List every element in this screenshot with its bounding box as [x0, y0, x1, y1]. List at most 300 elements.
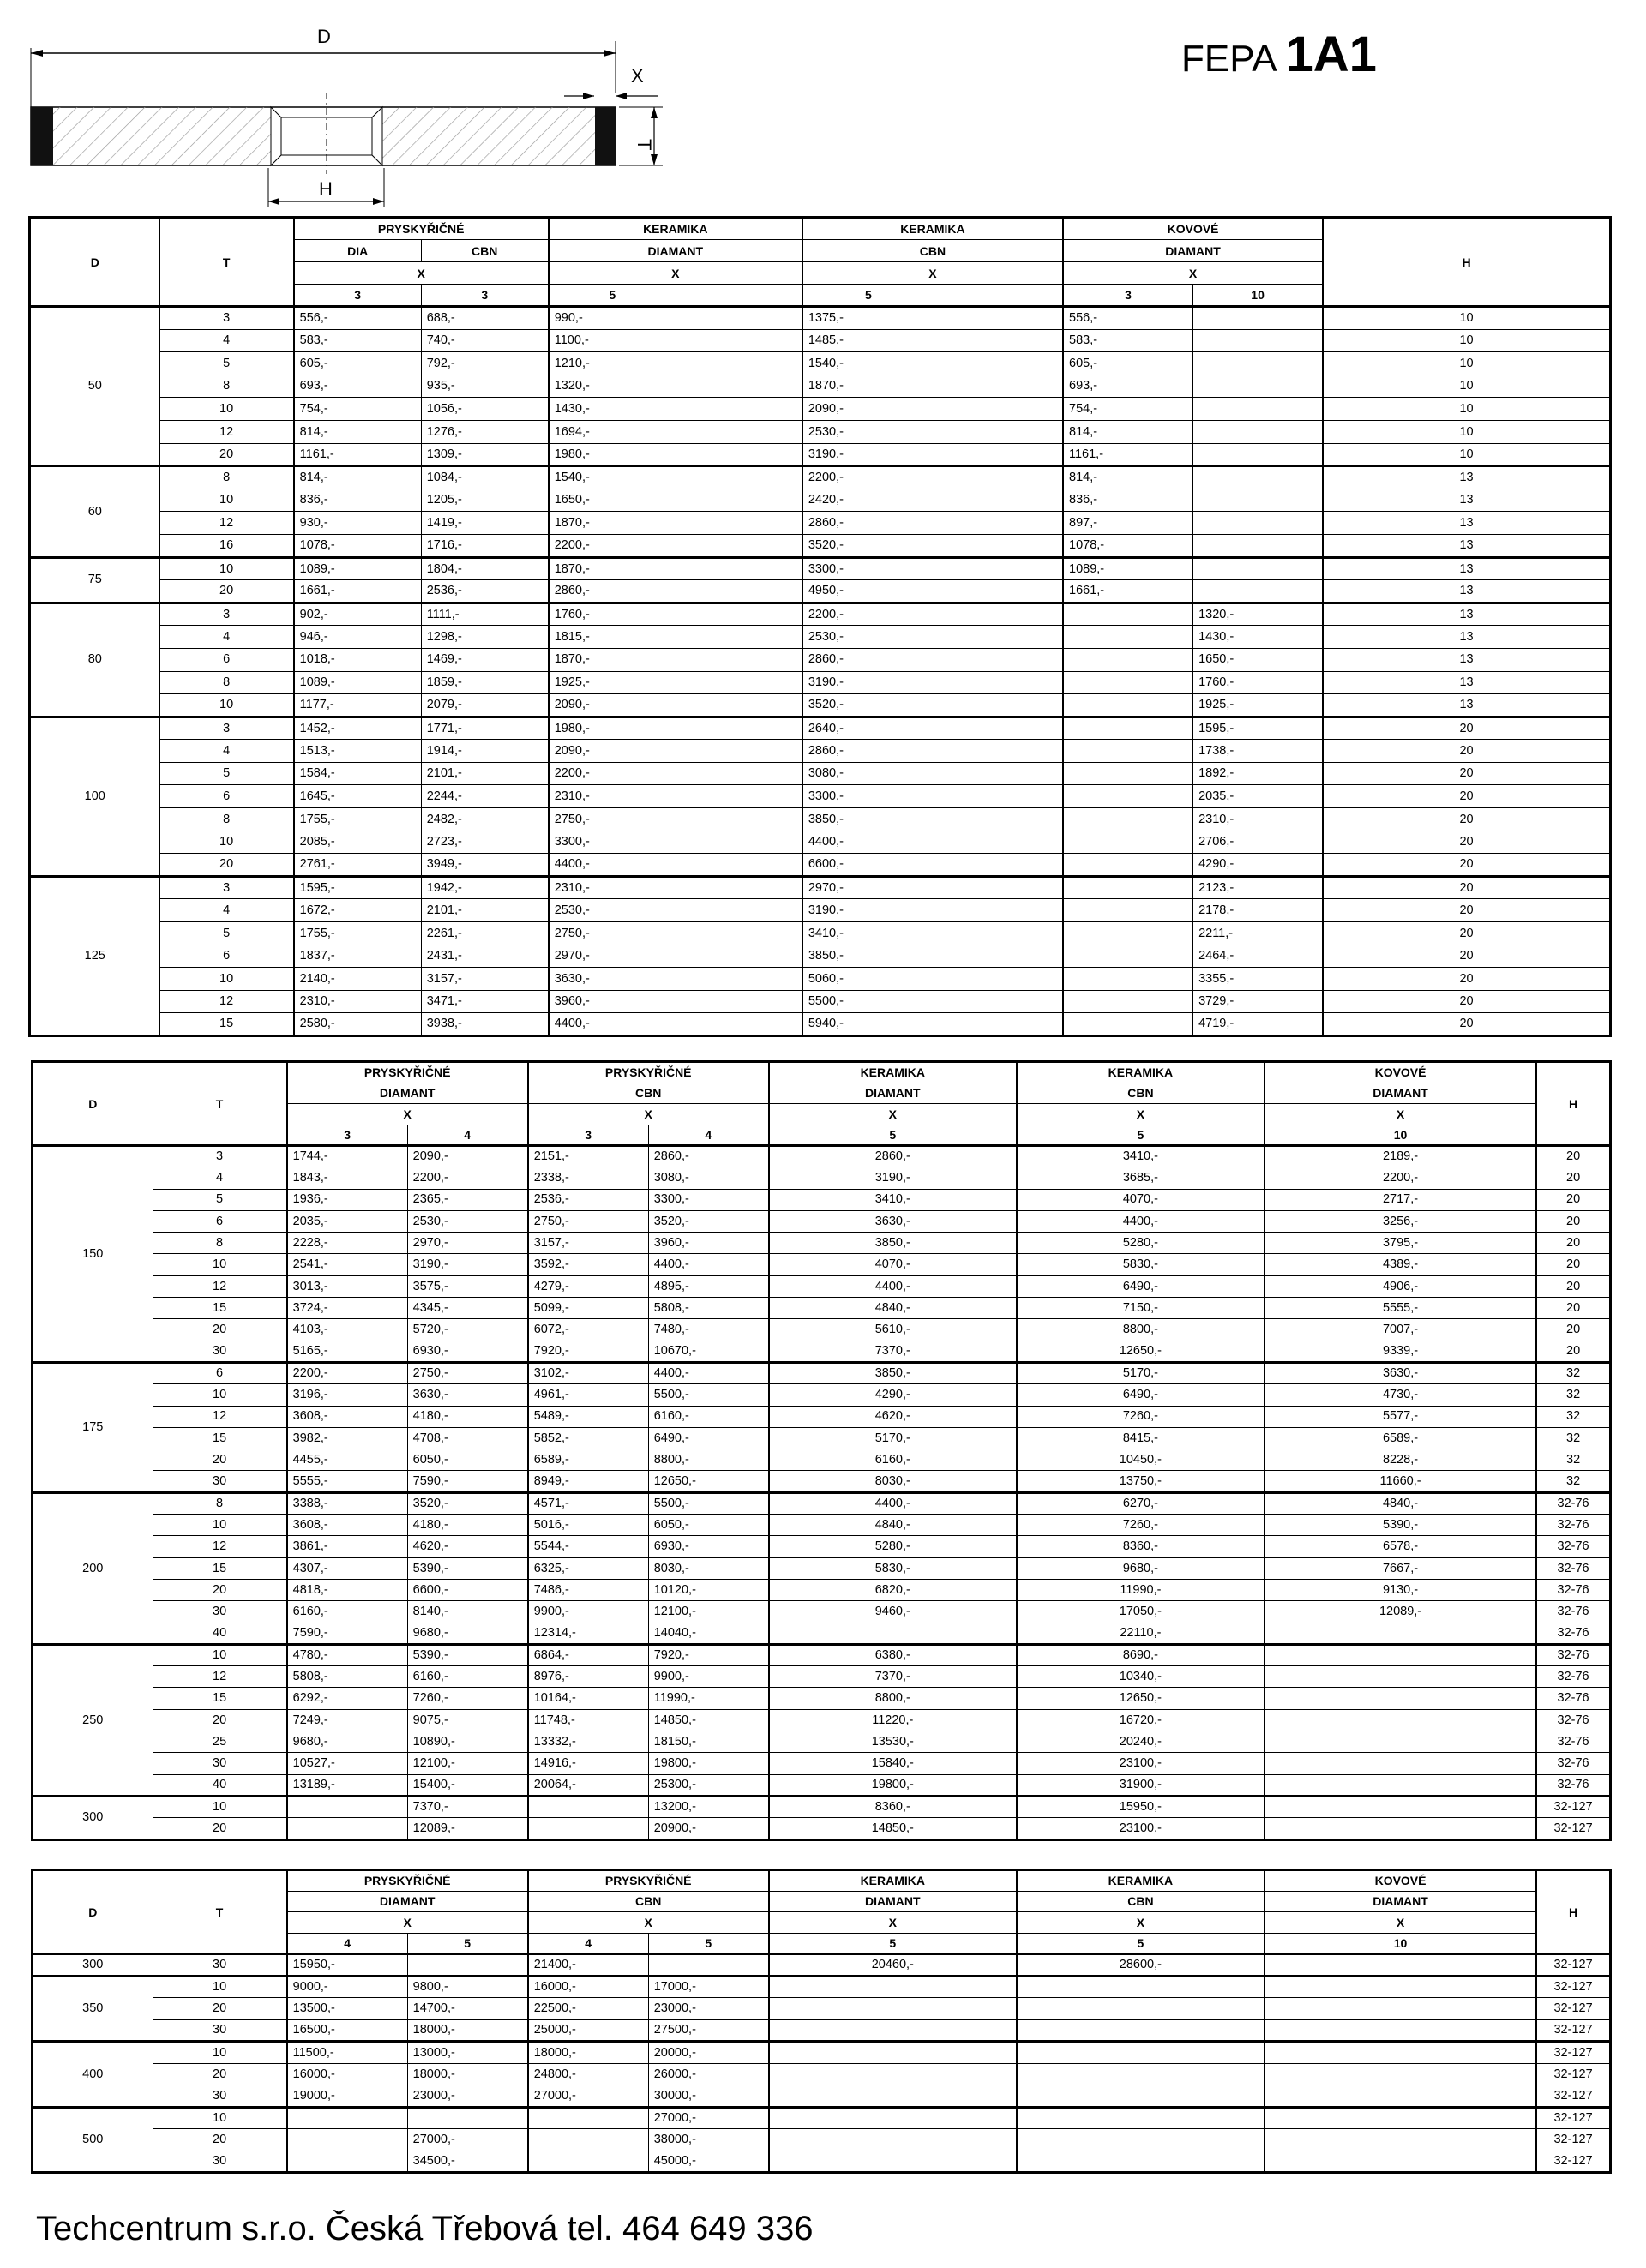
price-cell: 3949,-	[421, 854, 549, 877]
header-x-value	[676, 285, 802, 307]
price-cell: 10450,-	[1017, 1449, 1265, 1471]
price-cell: 3850,-	[769, 1233, 1017, 1254]
label-d: D	[317, 26, 331, 47]
price-cell: 30000,-	[648, 2085, 769, 2108]
bore-cell: 32	[1536, 1471, 1610, 1492]
header-x-value: 10	[1265, 1933, 1536, 1954]
price-cell	[1063, 671, 1193, 694]
price-cell: 1744,-	[287, 1146, 408, 1167]
price-cell: 5280,-	[769, 1536, 1017, 1557]
price-cell: 12650,-	[1017, 1341, 1265, 1362]
price-cell: 754,-	[1063, 398, 1193, 421]
price-cell: 9339,-	[1265, 1341, 1536, 1362]
table-row	[30, 626, 1611, 649]
price-cell	[1265, 2151, 1536, 2173]
table-row	[33, 1954, 1611, 1977]
header-sub: CBN	[528, 1083, 769, 1104]
header-metal: KOVOVÉ	[1265, 1062, 1536, 1083]
price-cell	[769, 2042, 1017, 2064]
price-cell	[1063, 922, 1193, 945]
price-cell: 4307,-	[287, 1557, 408, 1579]
table-row	[33, 1976, 1611, 1998]
price-cell: 11990,-	[1017, 1579, 1265, 1600]
price-cell: 5808,-	[287, 1666, 408, 1688]
price-cell: 3157,-	[528, 1233, 649, 1254]
table-row	[30, 762, 1611, 785]
thickness-cell: 12	[159, 512, 294, 535]
price-cell: 2541,-	[287, 1254, 408, 1275]
price-cell: 1161,-	[294, 443, 422, 466]
price-cell: 9900,-	[648, 1666, 769, 1688]
price-cell: 5830,-	[1017, 1254, 1265, 1275]
price-cell: 6589,-	[1265, 1427, 1536, 1449]
price-cell	[1265, 1774, 1536, 1796]
price-cell	[1193, 329, 1324, 352]
price-cell: 4400,-	[802, 831, 934, 854]
header-ceramic-cbn: KERAMIKA	[1017, 1870, 1265, 1892]
price-cell	[1063, 740, 1193, 763]
table-row	[30, 603, 1611, 626]
thickness-cell: 20	[153, 2129, 287, 2151]
price-cell: 7480,-	[648, 1319, 769, 1341]
price-cell: 2431,-	[421, 945, 549, 968]
price-cell: 1375,-	[802, 307, 934, 330]
thickness-cell: 4	[159, 329, 294, 352]
table-row	[30, 671, 1611, 694]
price-cell	[1265, 1796, 1536, 1817]
price-cell: 5390,-	[407, 1644, 528, 1665]
table-row	[30, 648, 1611, 671]
table-body	[30, 307, 1611, 1036]
price-cell: 1320,-	[549, 375, 676, 398]
header-h: H	[1323, 218, 1610, 307]
price-cell: 4400,-	[1017, 1210, 1265, 1232]
price-cell: 15400,-	[407, 1774, 528, 1796]
empty-cell	[676, 375, 802, 398]
empty-cell	[934, 694, 1063, 717]
empty-cell	[676, 557, 802, 580]
bore-cell: 20	[1323, 740, 1610, 763]
header-t: T	[159, 218, 294, 307]
thickness-cell: 10	[153, 1796, 287, 1817]
price-cell: 10527,-	[287, 1753, 408, 1774]
price-cell	[1193, 443, 1324, 466]
price-cell: 13332,-	[528, 1731, 649, 1753]
price-cell: 8800,-	[648, 1449, 769, 1471]
header-x: X	[1017, 1912, 1265, 1934]
header-x: X	[1063, 262, 1323, 285]
price-cell	[769, 1623, 1017, 1644]
price-cell	[528, 1796, 649, 1817]
price-cell: 1320,-	[1193, 603, 1324, 626]
price-cell: 14850,-	[769, 1818, 1017, 1839]
price-cell: 7590,-	[287, 1623, 408, 1644]
bore-cell: 32-76	[1536, 1666, 1610, 1688]
price-cell: 1843,-	[287, 1167, 408, 1189]
price-cell: 4070,-	[769, 1254, 1017, 1275]
thickness-cell: 30	[153, 2019, 287, 2042]
bore-cell: 13	[1323, 626, 1610, 649]
table-row	[33, 1774, 1611, 1796]
table-row	[33, 1189, 1611, 1210]
empty-cell	[676, 329, 802, 352]
header-x-value: 3	[1063, 285, 1193, 307]
price-cell	[1017, 2151, 1265, 2173]
header-sub: CBN	[528, 1891, 769, 1912]
price-cell: 2140,-	[294, 968, 422, 991]
price-cell: 3300,-	[802, 785, 934, 808]
price-cell: 2310,-	[549, 785, 676, 808]
header-d: D	[30, 218, 160, 307]
price-cell: 5852,-	[528, 1427, 649, 1449]
price-cell: 583,-	[294, 329, 422, 352]
price-cell: 6578,-	[1265, 1536, 1536, 1557]
price-cell: 31900,-	[1017, 1774, 1265, 1796]
price-cell: 14916,-	[528, 1753, 649, 1774]
price-cell: 1111,-	[421, 603, 549, 626]
bore-cell: 13	[1323, 466, 1610, 489]
price-cell: 2536,-	[421, 580, 549, 603]
table-row	[30, 534, 1611, 557]
empty-cell	[934, 899, 1063, 922]
bore-cell: 32-76	[1536, 1557, 1610, 1579]
price-cell: 2310,-	[1193, 808, 1324, 831]
price-cell: 3520,-	[648, 1210, 769, 1232]
price-cell: 20000,-	[648, 2042, 769, 2064]
bore-cell: 32-127	[1536, 2151, 1610, 2173]
price-cell: 902,-	[294, 603, 422, 626]
table-row	[33, 1492, 1611, 1514]
price-cell: 24800,-	[528, 2063, 649, 2085]
bore-cell: 32-127	[1536, 1976, 1610, 1998]
price-cell: 6589,-	[528, 1449, 649, 1471]
price-cell	[1063, 785, 1193, 808]
price-cell: 2860,-	[549, 580, 676, 603]
price-cell	[1017, 2085, 1265, 2108]
diameter-cell: 200	[33, 1492, 153, 1644]
table-row	[33, 1515, 1611, 1536]
price-cell: 5170,-	[769, 1427, 1017, 1449]
footer-contact: Techcentrum s.r.o. Česká Třebová tel. 464 649 336	[36, 2210, 814, 2247]
bore-cell: 32-76	[1536, 1709, 1610, 1731]
price-cell: 3575,-	[407, 1275, 528, 1297]
price-cell: 2090,-	[802, 398, 934, 421]
empty-cell	[676, 808, 802, 831]
price-cell: 18000,-	[407, 2019, 528, 2042]
price-cell: 9800,-	[407, 1976, 528, 1998]
header-x: X	[528, 1104, 769, 1125]
bore-cell: 32-76	[1536, 1644, 1610, 1665]
empty-cell	[934, 648, 1063, 671]
price-cell: 7370,-	[407, 1796, 528, 1817]
thickness-cell: 20	[153, 1579, 287, 1600]
table-row	[30, 922, 1611, 945]
header-sub: DIAMANT	[1265, 1891, 1536, 1912]
table-row	[33, 1254, 1611, 1275]
price-cell: 2750,-	[549, 922, 676, 945]
empty-cell	[934, 762, 1063, 785]
price-cell: 2860,-	[769, 1146, 1017, 1167]
price-cell: 16000,-	[287, 2063, 408, 2085]
bore-cell: 20	[1536, 1167, 1610, 1189]
price-cell: 2530,-	[549, 899, 676, 922]
price-cell: 9000,-	[287, 1976, 408, 1998]
header-x: X	[1017, 1104, 1265, 1125]
price-cell	[1193, 398, 1324, 421]
table-row	[33, 2151, 1611, 2173]
price-cell: 6820,-	[769, 1579, 1017, 1600]
bore-cell: 32-127	[1536, 2042, 1610, 2064]
price-cell: 3300,-	[549, 831, 676, 854]
table-row	[30, 968, 1611, 991]
header-x-value: 5	[648, 1933, 769, 1954]
thickness-cell: 40	[153, 1623, 287, 1644]
price-cell: 6600,-	[407, 1579, 528, 1600]
bore-cell: 32	[1536, 1427, 1610, 1449]
price-cell	[1063, 717, 1193, 740]
price-cell: 2261,-	[421, 922, 549, 945]
price-cell: 4571,-	[528, 1492, 649, 1514]
bore-cell: 20	[1536, 1233, 1610, 1254]
price-cell: 1716,-	[421, 534, 549, 557]
price-cell: 3685,-	[1017, 1167, 1265, 1189]
price-cell: 15950,-	[1017, 1796, 1265, 1817]
price-cell: 2200,-	[287, 1362, 408, 1383]
price-cell: 8140,-	[407, 1601, 528, 1623]
empty-cell	[934, 443, 1063, 466]
price-cell: 9075,-	[407, 1709, 528, 1731]
bore-cell: 32-127	[1536, 1818, 1610, 1839]
price-cell: 4290,-	[1193, 854, 1324, 877]
price-cell: 3190,-	[802, 671, 934, 694]
header-x-value: 3	[294, 285, 422, 307]
price-cell: 6160,-	[648, 1406, 769, 1427]
empty-cell	[934, 603, 1063, 626]
label-h: H	[319, 178, 333, 200]
price-cell	[769, 2063, 1017, 2085]
header-ceramic-diamond: KERAMIKA	[769, 1870, 1017, 1892]
price-cell: 3729,-	[1193, 990, 1324, 1013]
price-cell: 13530,-	[769, 1731, 1017, 1753]
price-cell: 556,-	[294, 307, 422, 330]
price-cell	[769, 1976, 1017, 1998]
diameter-cell: 500	[33, 2107, 153, 2173]
diameter-cell: 350	[33, 1976, 153, 2042]
price-cell: 2750,-	[407, 1362, 528, 1383]
thickness-cell: 12	[159, 990, 294, 1013]
price-cell: 6160,-	[287, 1601, 408, 1623]
table-row	[30, 307, 1611, 330]
price-cell: 4906,-	[1265, 1275, 1536, 1297]
table-row	[33, 1233, 1611, 1254]
bore-cell: 32-76	[1536, 1492, 1610, 1514]
empty-cell	[934, 1013, 1063, 1036]
table-row	[30, 694, 1611, 717]
price-cell: 688,-	[421, 307, 549, 330]
price-cell	[1017, 2042, 1265, 2064]
price-cell: 1760,-	[1193, 671, 1324, 694]
price-cell	[1193, 352, 1324, 375]
price-cell: 4070,-	[1017, 1189, 1265, 1210]
price-cell: 6160,-	[769, 1449, 1017, 1471]
price-cell: 3300,-	[802, 557, 934, 580]
price-cell: 3388,-	[287, 1492, 408, 1514]
price-cell: 6600,-	[802, 854, 934, 877]
price-cell: 1430,-	[549, 398, 676, 421]
bore-cell: 32	[1536, 1362, 1610, 1383]
bore-cell: 20	[1323, 717, 1610, 740]
empty-cell	[934, 740, 1063, 763]
price-cell: 1595,-	[294, 876, 422, 899]
price-cell: 2860,-	[648, 1146, 769, 1167]
price-cell: 2085,-	[294, 831, 422, 854]
thickness-cell: 10	[159, 557, 294, 580]
price-cell: 5500,-	[648, 1384, 769, 1406]
price-cell: 7249,-	[287, 1709, 408, 1731]
price-cell: 2310,-	[549, 876, 676, 899]
price-cell: 3861,-	[287, 1536, 408, 1557]
price-cell: 2090,-	[407, 1146, 528, 1167]
bore-cell: 13	[1323, 694, 1610, 717]
price-cell: 13000,-	[407, 2042, 528, 2064]
price-cell: 1584,-	[294, 762, 422, 785]
price-cell	[769, 2107, 1017, 2129]
thickness-cell: 20	[159, 580, 294, 603]
price-cell	[407, 1954, 528, 1977]
price-cell: 1210,-	[549, 352, 676, 375]
empty-cell	[676, 671, 802, 694]
price-cell: 3938,-	[421, 1013, 549, 1036]
price-cell: 836,-	[294, 489, 422, 512]
price-cell: 3410,-	[769, 1189, 1017, 1210]
header-x-value: 5	[407, 1933, 528, 1954]
bore-cell: 10	[1323, 420, 1610, 443]
thickness-cell: 8	[153, 1492, 287, 1514]
price-cell	[1265, 1709, 1536, 1731]
price-cell: 3190,-	[802, 899, 934, 922]
price-cell	[1063, 876, 1193, 899]
price-cell: 22110,-	[1017, 1623, 1265, 1644]
table-row	[33, 1623, 1611, 1644]
price-cell: 2101,-	[421, 899, 549, 922]
price-cell: 23000,-	[648, 1998, 769, 2020]
thickness-cell: 4	[159, 740, 294, 763]
price-cell: 8360,-	[1017, 1536, 1265, 1557]
price-cell: 3630,-	[407, 1384, 528, 1406]
price-cell: 946,-	[294, 626, 422, 649]
thickness-cell: 6	[159, 648, 294, 671]
price-cell: 3520,-	[802, 534, 934, 557]
price-cell	[1193, 307, 1324, 330]
bore-cell: 32	[1536, 1449, 1610, 1471]
price-cell	[287, 2129, 408, 2151]
price-cell: 3256,-	[1265, 1210, 1536, 1232]
diameter-cell: 250	[33, 1644, 153, 1796]
price-cell: 8690,-	[1017, 1644, 1265, 1665]
price-cell: 897,-	[1063, 512, 1193, 535]
header-x: X	[802, 262, 1063, 285]
price-cell: 10340,-	[1017, 1666, 1265, 1688]
empty-cell	[676, 489, 802, 512]
price-cell: 20460,-	[769, 1954, 1017, 1977]
header-x-value: 3	[287, 1125, 408, 1146]
price-cell: 4840,-	[769, 1298, 1017, 1319]
thickness-cell: 10	[159, 694, 294, 717]
price-cell	[1063, 854, 1193, 877]
price-cell: 8800,-	[769, 1688, 1017, 1709]
bore-cell: 13	[1323, 580, 1610, 603]
price-cell: 5165,-	[287, 1341, 408, 1362]
price-cell: 6490,-	[1017, 1384, 1265, 1406]
price-cell	[287, 1818, 408, 1839]
table-row	[33, 1427, 1611, 1449]
price-cell: 4389,-	[1265, 1254, 1536, 1275]
header-x-value: 5	[769, 1933, 1017, 1954]
diameter-cell: 80	[30, 603, 160, 717]
thickness-cell: 12	[159, 420, 294, 443]
header-dia: DIA	[294, 240, 422, 262]
price-cell: 27000,-	[528, 2085, 649, 2108]
empty-cell	[676, 512, 802, 535]
price-cell: 1089,-	[294, 557, 422, 580]
header-resin: PRYSKYŘIČNÉ	[294, 218, 549, 240]
price-cell: 26000,-	[648, 2063, 769, 2085]
price-cell: 6490,-	[1017, 1275, 1265, 1297]
price-cell: 3080,-	[648, 1167, 769, 1189]
price-cell: 12089,-	[407, 1818, 528, 1839]
header-x-value: 4	[287, 1933, 408, 1954]
price-cell: 792,-	[421, 352, 549, 375]
thickness-cell: 4	[159, 899, 294, 922]
price-cell: 4279,-	[528, 1275, 649, 1297]
price-cell: 9900,-	[528, 1601, 649, 1623]
price-cell: 2970,-	[407, 1233, 528, 1254]
price-cell: 7260,-	[407, 1688, 528, 1709]
price-cell: 7260,-	[1017, 1515, 1265, 1536]
empty-cell	[676, 534, 802, 557]
empty-cell	[676, 922, 802, 945]
empty-cell	[934, 854, 1063, 877]
price-cell: 6050,-	[648, 1515, 769, 1536]
bore-cell: 32-76	[1536, 1623, 1610, 1644]
bore-cell: 13	[1323, 648, 1610, 671]
price-cell: 1430,-	[1193, 626, 1324, 649]
price-cell: 9680,-	[287, 1731, 408, 1753]
bore-cell: 20	[1323, 876, 1610, 899]
price-cell	[1265, 1644, 1536, 1665]
thickness-cell: 10	[153, 2042, 287, 2064]
header-ceramic-cbn: KERAMIKA	[1017, 1062, 1265, 1083]
price-cell: 11220,-	[769, 1709, 1017, 1731]
price-cell: 27000,-	[407, 2129, 528, 2151]
price-cell: 3410,-	[1017, 1146, 1265, 1167]
price-cell	[769, 2129, 1017, 2151]
price-cell: 14850,-	[648, 1709, 769, 1731]
price-cell: 5830,-	[769, 1557, 1017, 1579]
thickness-cell: 12	[153, 1275, 287, 1297]
empty-cell	[934, 831, 1063, 854]
thickness-cell: 25	[153, 1731, 287, 1753]
price-cell: 3960,-	[648, 1233, 769, 1254]
price-cell	[287, 1796, 408, 1817]
price-cell: 2101,-	[421, 762, 549, 785]
price-cell: 2420,-	[802, 489, 934, 512]
thickness-cell: 20	[153, 1998, 287, 2020]
price-cell: 1513,-	[294, 740, 422, 763]
price-cell: 5544,-	[528, 1536, 649, 1557]
price-cell: 3013,-	[287, 1275, 408, 1297]
price-cell: 3592,-	[528, 1254, 649, 1275]
